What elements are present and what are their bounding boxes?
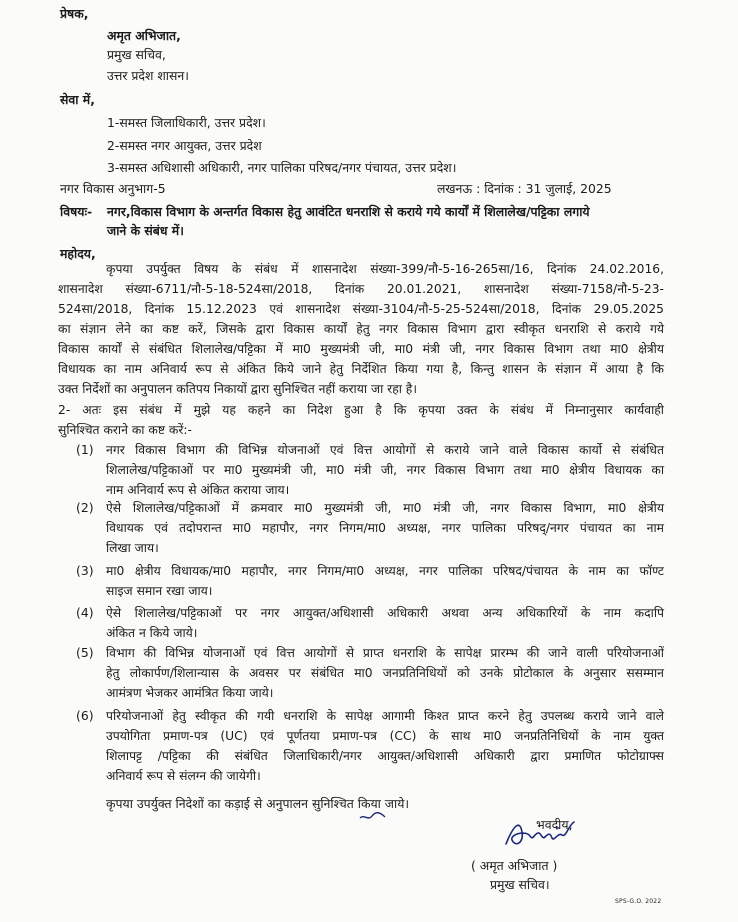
salutation: महोदय,: [60, 246, 96, 261]
section-name: नगर विकास अनुभाग-5: [60, 181, 166, 196]
item-number: (5): [76, 645, 94, 660]
signatory-designation: प्रमुख सचिव।: [490, 877, 550, 892]
item-6: [106, 706, 664, 786]
item-5: [106, 643, 664, 703]
to-label: सेवा में,: [60, 92, 95, 107]
footer-code: SPS-G.O. 2022: [615, 898, 662, 905]
item-4: [106, 603, 664, 643]
item-number: (4): [76, 605, 94, 620]
item-1: [106, 440, 664, 500]
item-line: विभाग की विभिन्न योजनाओं एवं वित्त आयोगों से प्राप्त धनराशि के सापेक्ष प्रारम्भ की जाने वाली परियोजनाओं: [106, 646, 664, 660]
para1-line: शासनादेश संख्या-6711/नौ-5-18-524सा/2018, दिनांक 20.01.2021, शासनादेश संख्या-7158/नौ-5-23-: [58, 282, 664, 296]
sender-designation: प्रमुख सचिव,: [107, 47, 166, 62]
subject-label: विषयः-: [60, 204, 93, 219]
item-line: हेतु लोकार्पण/शिलान्यास के अवसर पर संबंधित मा0 जनप्रतिनिधियों को उनके प्रोटोकाल के अनुसार ससम्मान: [106, 666, 664, 680]
para1-line: का संज्ञान लेने का कष्ट करें, जिसके द्वारा विकास कार्यों हेतु नगर विकास विभाग द्वारा स्वीकृत धनराशि से कराये गये: [58, 322, 664, 336]
para2-line: सुनिश्चित कराने का कष्ट करें:-: [58, 423, 192, 437]
item-line: अंकित न किये जाये।: [106, 626, 198, 640]
recipient-2: 2-समस्त नगर आयुक्त, उत्तर प्रदेश: [107, 138, 262, 153]
recipient-3: 3-समस्त अधिशासी अधिकारी, नगर पालिका परिषद/नगर पंचायत, उत्तर प्रदेश।: [107, 160, 457, 175]
recipient-1: 1-समस्त जिलाधिकारी, उत्तर प्रदेश।: [107, 115, 266, 130]
para1-line: कृपया उपर्युक्त विषय के संबंध में शासनादेश संख्या-399/नौ-5-16-265सा/16, दिनांक 24.02.2016,: [106, 262, 664, 276]
pen-mark-icon: [358, 808, 388, 824]
item-number: (1): [76, 442, 94, 457]
yours-faithfully: भवदीय,: [536, 817, 573, 832]
item-line: ऐसे शिलालेख/पट्टिकाओं पर नगर आयुक्त/अधिशासी अधिकारी अथवा अन्य अधिकारियों के नाम कदापि: [106, 606, 664, 620]
subject-line-1: नगर,विकास विभाग के अन्तर्गत विकास हेतु आवंटित धनराशि से कराये गये कार्यों में शिलालेख/पट्टिका लगाये: [107, 204, 590, 219]
item-line: नाम अनिवार्य रूप से अंकित कराया जाय।: [106, 483, 290, 497]
item-3: [106, 561, 664, 601]
item-line: आमंत्रण भेजकर आमंत्रित किया जाये।: [106, 686, 274, 700]
item-line: उपयोगिता प्रमाण-पत्र (UC) एवं पूर्णतया प्रमाण-पत्र (CC) के साथ मा0 जनप्रतिनिधियों के नाम युक्त: [106, 729, 664, 743]
item-line: विधायक एवं तदोपरान्त मा0 महापौर, नगर निगम/मा0 अध्यक्ष, नगर पालिका परिषद्/नगर पंचायत का नाम: [106, 521, 664, 535]
sender-name: अमृत अभिजात,: [107, 28, 181, 43]
sender-label: प्रेषक,: [60, 6, 89, 21]
item-line: लिखा जाय।: [106, 541, 159, 555]
para1-line: विधायक का नाम अनिवार्य रूप से अंकित किये जाने हेतु निर्देशित किया गया है, किन्तु शासन के संज्ञान में आया है कि: [58, 362, 664, 376]
para1-line: उक्त निर्देशों का अनुपालन कतिपय निकायों द्वारा सुनिश्चित नहीं कराया जा रहा है।: [58, 382, 418, 396]
item-number: (2): [76, 500, 94, 515]
para1-line: विकास कार्यों से संबंधित शिलालेख/पट्टिका में मा0 मुख्यमंत्री जी, मा0 मंत्री जी, नगर विकास विभाग तथा मा0 क्षेत्रीय: [58, 342, 664, 356]
item-line: शिलापट्ट /पट्टिका की संबंधित जिलाधिकारी/नगर आयुक्त/अधिशासी अधिकारी द्वारा प्रमाणित फोटोग्राफ्स: [106, 749, 664, 763]
closing-line: कृपया उपर्युक्त निदेशों का कड़ाई से अनुपालन सुनिश्चित किया जाये।: [106, 796, 410, 811]
item-line: मा0 क्षेत्रीय विधायक/मा0 महापौर, नगर निगम/मा0 अध्यक्ष, नगर पालिका परिषद/पंचायत के नाम का फॉण्ट: [106, 564, 664, 578]
sender-org: उत्तर प्रदेश शासन।: [107, 68, 189, 83]
item-line: साइज समान रखा जाय।: [106, 584, 213, 598]
signatory-name: ( अमृत अभिजात ): [471, 858, 558, 873]
paragraph-1: [58, 259, 664, 399]
item-line: नगर विकास विभाग की विभिन्न योजनाओं एवं वित्त आयोगों से कराये जाने वाले विकास कार्यो से संबंधित: [106, 443, 664, 457]
place-date: लखनऊ : दिनांक : 31 जुलाई, 2025: [437, 181, 612, 196]
item-line: अनिवार्य रूप से संलग्न की जायेगी।: [106, 769, 261, 783]
item-2: [106, 498, 664, 558]
subject-line-2: जाने के संबंध में।: [107, 223, 184, 238]
para1-line: 524सा/2018, दिनांक 15.12.2023 एवं शासनादेश संख्या-3104/नौ-5-25-524सा/2018, दिनांक 29.05.2025: [58, 302, 664, 316]
para2-line: 2- अतः इस संबंध में मुझे यह कहने का निदेश हुआ है कि कृपया उक्त के संबंध में निम्नानुसार कार्यवाही: [58, 403, 664, 417]
paragraph-2: [58, 400, 664, 440]
item-line: परियोजनाओं हेतु स्वीकृत की गयी धनराशि के सापेक्ष आगामी किश्त प्राप्त करने हेतु उपलब्ध कराये जाने वाले: [106, 709, 664, 723]
item-number: (6): [76, 708, 94, 723]
item-line: ऐसे शिलालेख/पट्टिकाओं में क्रमवार मा0 मुख्यमंत्री जी, मा0 मंत्री जी, नगर विकास विभाग, मा0 क्षेत्रीय: [106, 501, 664, 515]
signature-icon: [500, 814, 580, 854]
item-line: शिलालेख/पट्टिकाओं पर मा0 मुख्यमंत्री जी, मा0 मंत्री जी, नगर विकास विभाग तथा मा0 क्षेत्रीय विधायक का: [106, 463, 664, 477]
item-number: (3): [76, 563, 94, 578]
